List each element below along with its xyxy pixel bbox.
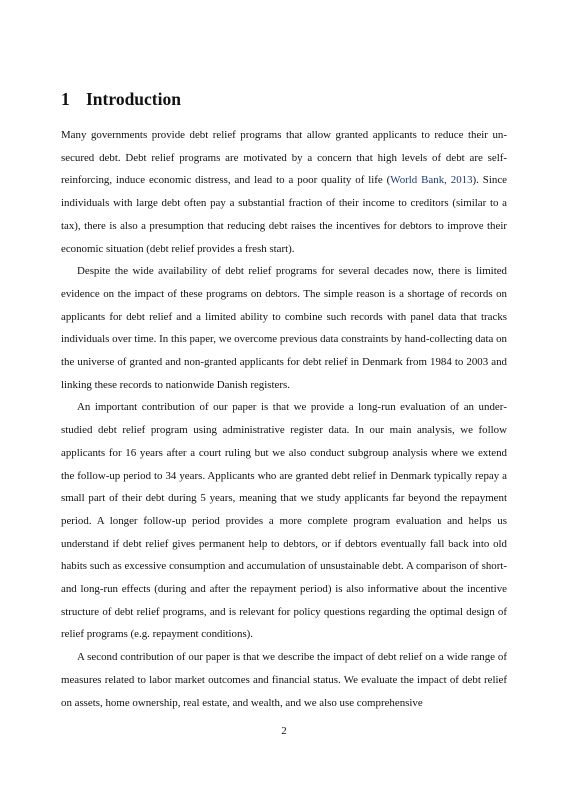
- section-number: 1: [61, 89, 70, 109]
- paragraph-1: [61, 124, 507, 260]
- paragraph-1-text-before: Many governments provide debt relief programs that allow granted applicants to reduce their unsecured debt. Debt relief programs are motivated by a concern that high levels of debt are selfreinforcing, induce economic distress, and lead to a poor quality of life (: [61, 129, 507, 187]
- paper-page: [61, 0, 507, 800]
- paragraph-3: An important contribution of our paper is that we provide a long-run evaluation of an understudied debt relief program using administrative register data. In our main analysis, we follow applicants for 16 years after a court ruling but we also conduct subgroup analysis where we extend the follow-up period to 34 years. Applicants who are granted debt relief in Denmark typically repay a small part of their debt during 5 years, meaning that we study applicants far beyond the repayment period. A longer follow-up period provides a more complete program evaluation and helps us understand if debt relief gives permanent help to debtors, or if debtors eventually fall back into old habits such as excessive consumption and accumulation of unsustainable debt. A comparison of short- and long-run effects (during and after the repayment period) is also informative about the incentive structure of debt relief programs, and is relevant for policy questions regarding the optimal design of relief programs (e.g. repayment conditions).: [61, 401, 507, 641]
- paragraph-2: Despite the wide availability of debt relief programs for several decades now, there is limited evidence on the impact of these programs on debtors. The simple reason is a shortage of records on applicants for debt relief and a limited ability to combine such records with panel data that tracks individuals over time. In this paper, we overcome previous data constraints by hand-collecting data on the universe of granted and non-granted applicants for debt relief in Denmark from 1984 to 2003 and linking these records to nationwide Danish registers.: [61, 265, 507, 391]
- body-text: [61, 124, 507, 714]
- section-title: Introduction: [86, 89, 181, 109]
- page-number: 2: [281, 725, 287, 737]
- paragraph-4: A second contribution of our paper is that we describe the impact of debt relief on a wide range of measures related to labor market outcomes and financial status. We evaluate the impact of debt relief on assets, home ownership, real estate, and wealth, and we also use comprehensive: [61, 651, 507, 709]
- paragraph-1-text-after: ). Since individuals with large debt often pay a substantial fraction of their income to creditors (similar to a tax), there is also a presumption that reducing debt raises the incentives for debtors to improve their economic situation (debt relief provides a fresh start).: [61, 174, 507, 255]
- section-heading: [61, 88, 181, 110]
- citation-link-world-bank[interactable]: World Bank, 2013: [390, 174, 473, 187]
